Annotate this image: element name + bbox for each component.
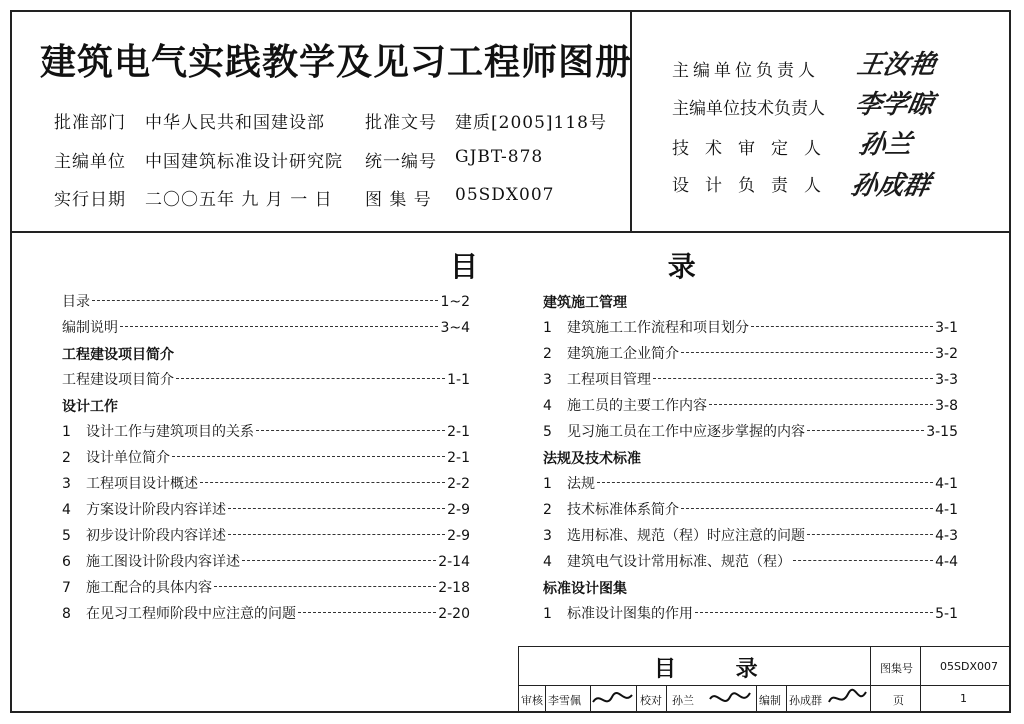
meta-label-serial: 统一编号 — [365, 152, 437, 172]
toc-entry-text: 施工图设计阶段内容详述 — [86, 554, 240, 570]
toc-entry-number: 2 — [543, 346, 552, 362]
toc-entry[interactable] — [62, 552, 470, 572]
toc-entry[interactable] — [62, 318, 470, 338]
toc-entry[interactable] — [543, 552, 958, 572]
toc-entry[interactable] — [543, 474, 958, 494]
toc-leader — [298, 612, 436, 613]
toc-entry-text: 建筑施工企业简介 — [567, 346, 679, 362]
toc-entry-number: 8 — [62, 606, 71, 622]
toc-leader — [92, 300, 438, 301]
role-label-designer: 设计负责人 — [672, 176, 837, 196]
toc-entry[interactable] — [543, 604, 958, 624]
toc-entry[interactable] — [62, 448, 470, 468]
toc-entry-page: 2-9 — [447, 528, 470, 544]
meta-value-date: 二〇〇五年 九 月 一 日 — [145, 190, 333, 210]
toc-entry-number: 4 — [62, 502, 71, 518]
toc-entry-text: 工程项目设计概述 — [86, 476, 198, 492]
toc-entry-text: 目录 — [62, 294, 90, 310]
signature-scribble — [590, 687, 636, 711]
role-label-tech-head: 主编单位技术负责人 — [672, 99, 825, 119]
toc-entry-text: 见习施工员在工作中应逐步掌握的内容 — [567, 424, 805, 440]
title-block-review-name: 李雪佩 — [548, 694, 581, 707]
title-block-col — [920, 646, 921, 713]
toc-entry-page: 3-3 — [935, 372, 958, 388]
toc-entry-number: 5 — [62, 528, 71, 544]
toc-entry-number: 2 — [62, 450, 71, 466]
toc-entry[interactable] — [62, 604, 470, 624]
meta-label-atlas: 图 集 号 — [365, 190, 432, 210]
meta-label-date: 实行日期 — [54, 190, 126, 210]
title-block-design-name: 孙成群 — [789, 694, 822, 707]
toc-entry-text: 建筑电气设计常用标准、规范（程） — [567, 554, 791, 570]
toc-leader — [228, 508, 445, 509]
toc-entry-page: 4-4 — [935, 554, 958, 570]
toc-entry-number: 4 — [543, 398, 552, 414]
toc-leader — [807, 430, 924, 431]
toc-entry[interactable] — [543, 396, 958, 416]
toc-entry-number: 1 — [62, 424, 71, 440]
toc-entry-page: 4-3 — [935, 528, 958, 544]
toc-entry-page: 2-14 — [438, 554, 470, 570]
toc-entry[interactable] — [543, 344, 958, 364]
toc-entry-page: 3-2 — [935, 346, 958, 362]
toc-leader — [176, 378, 445, 379]
toc-leader — [681, 352, 933, 353]
title-block-design-label: 编制 — [759, 694, 781, 707]
toc-leader — [597, 482, 933, 483]
toc-entry-page: 2-1 — [447, 450, 470, 466]
toc-section-heading: 法规及技术标准 — [543, 451, 641, 467]
meta-label-dept: 批准部门 — [54, 113, 126, 133]
toc-entry-text: 标准设计图集的作用 — [567, 606, 693, 622]
toc-entry-page: 3-8 — [935, 398, 958, 414]
signature-tech-head: 李学晾 — [852, 90, 937, 120]
toc-entry-number: 7 — [62, 580, 71, 596]
signature-designer: 孙成群 — [848, 171, 933, 201]
toc-leader — [200, 482, 445, 483]
toc-entry-text: 工程项目管理 — [567, 372, 651, 388]
toc-entry-number: 1 — [543, 476, 552, 492]
toc-entry[interactable] — [62, 526, 470, 546]
toc-entry-number: 2 — [543, 502, 552, 518]
toc-entry[interactable] — [62, 500, 470, 520]
toc-entry-text: 法规 — [567, 476, 595, 492]
title-block-atlas-value: 05SDX007 — [940, 660, 998, 673]
toc-entry[interactable] — [543, 500, 958, 520]
toc-leader — [242, 560, 436, 561]
toc-entry[interactable] — [62, 422, 470, 442]
toc-entry-page: 1-1 — [447, 372, 470, 388]
toc-leader — [681, 508, 933, 509]
toc-entry-number: 3 — [62, 476, 71, 492]
toc-entry[interactable] — [62, 474, 470, 494]
toc-entry[interactable] — [62, 578, 470, 598]
toc-entry-text: 设计工作与建筑项目的关系 — [86, 424, 254, 440]
title-block-page-label: 页 — [893, 694, 904, 707]
toc-entry-page: 2-9 — [447, 502, 470, 518]
toc-section-heading: 建筑施工管理 — [543, 295, 627, 311]
toc-entry[interactable] — [543, 422, 958, 442]
toc-leader — [695, 612, 933, 613]
title-block-page-value: 1 — [960, 692, 967, 705]
toc-section-heading: 设计工作 — [62, 399, 118, 415]
toc-entry-text: 编制说明 — [62, 320, 118, 336]
meta-value-approval: 建质[2005]118号 — [455, 113, 607, 133]
meta-value-editor: 中国建筑标准设计研究院 — [145, 152, 343, 172]
toc-entry-page: 3~4 — [440, 320, 470, 336]
meta-value-atlas: 05SDX007 — [455, 185, 555, 205]
signature-scribble — [706, 687, 754, 711]
toc-leader — [793, 560, 933, 561]
toc-leader — [214, 586, 436, 587]
toc-entry-number: 3 — [543, 528, 552, 544]
signature-editor-head: 王汝艳 — [854, 50, 939, 80]
title-block-col — [870, 646, 871, 713]
toc-entry-page: 2-1 — [447, 424, 470, 440]
toc-entry-text: 建筑施工工作流程和项目划分 — [567, 320, 749, 336]
toc-entry-number: 1 — [543, 606, 552, 622]
toc-entry-page: 5-1 — [935, 606, 958, 622]
toc-leader — [751, 326, 933, 327]
title-block-name: 目 录 — [654, 657, 784, 682]
toc-entry-page: 4-1 — [935, 476, 958, 492]
toc-leader — [653, 378, 933, 379]
toc-entry-text: 设计单位简介 — [86, 450, 170, 466]
title-block-check-label: 校对 — [640, 694, 662, 707]
toc-entry-page: 2-2 — [447, 476, 470, 492]
toc-entry-text: 在见习工程师阶段中应注意的问题 — [86, 606, 296, 622]
toc-entry-number: 4 — [543, 554, 552, 570]
title-block-check-name: 孙兰 — [672, 694, 694, 707]
toc-entry-text: 施工员的主要工作内容 — [567, 398, 707, 414]
toc-entry-number: 5 — [543, 424, 552, 440]
meta-label-editor: 主编单位 — [54, 152, 126, 172]
toc-entry[interactable] — [543, 370, 958, 390]
toc-entry-page: 3-15 — [926, 424, 958, 440]
toc-entry-page: 1~2 — [440, 294, 470, 310]
signature-reviewer: 孙兰 — [856, 130, 915, 160]
toc-leader — [709, 404, 933, 405]
meta-value-serial: GJBT-878 — [455, 147, 544, 167]
atlas-title: 建筑电气实践教学及见习工程师图册 — [40, 42, 633, 83]
toc-entry-text: 施工配合的具体内容 — [86, 580, 212, 596]
toc-entry-text: 初步设计阶段内容详述 — [86, 528, 226, 544]
signature-scribble — [826, 686, 870, 712]
toc-entry-text: 方案设计阶段内容详述 — [86, 502, 226, 518]
toc-leader — [172, 456, 445, 457]
toc-entry-number: 3 — [543, 372, 552, 388]
toc-entry-number: 6 — [62, 554, 71, 570]
toc-leader — [807, 534, 933, 535]
toc-section-heading: 工程建设项目简介 — [62, 347, 174, 363]
toc-entry-text: 选用标准、规范（程）时应注意的问题 — [567, 528, 805, 544]
toc-title: 目 录 — [450, 250, 786, 283]
toc-entry[interactable] — [62, 370, 470, 390]
toc-entry-page: 3-1 — [935, 320, 958, 336]
role-label-reviewer: 技术审定人 — [672, 139, 837, 159]
toc-entry[interactable] — [543, 526, 958, 546]
toc-entry-number: 1 — [543, 320, 552, 336]
toc-entry-page: 2-18 — [438, 580, 470, 596]
toc-entry[interactable] — [62, 292, 470, 312]
toc-entry-page: 4-1 — [935, 502, 958, 518]
toc-section-heading: 标准设计图集 — [543, 581, 627, 597]
toc-entry-text: 技术标准体系简介 — [567, 502, 679, 518]
toc-entry[interactable] — [543, 318, 958, 338]
toc-entry-page: 2-20 — [438, 606, 470, 622]
toc-leader — [256, 430, 445, 431]
meta-value-dept: 中华人民共和国建设部 — [145, 113, 325, 133]
title-block-review-label: 审核 — [521, 694, 543, 707]
title-block-atlas-label: 图集号 — [880, 662, 913, 675]
toc-leader — [228, 534, 445, 535]
toc-entry-text: 工程建设项目简介 — [62, 372, 174, 388]
toc-leader — [120, 326, 438, 327]
role-label-editor-head: 主编单位负责人 — [672, 61, 819, 81]
meta-label-approval: 批准文号 — [365, 113, 437, 133]
